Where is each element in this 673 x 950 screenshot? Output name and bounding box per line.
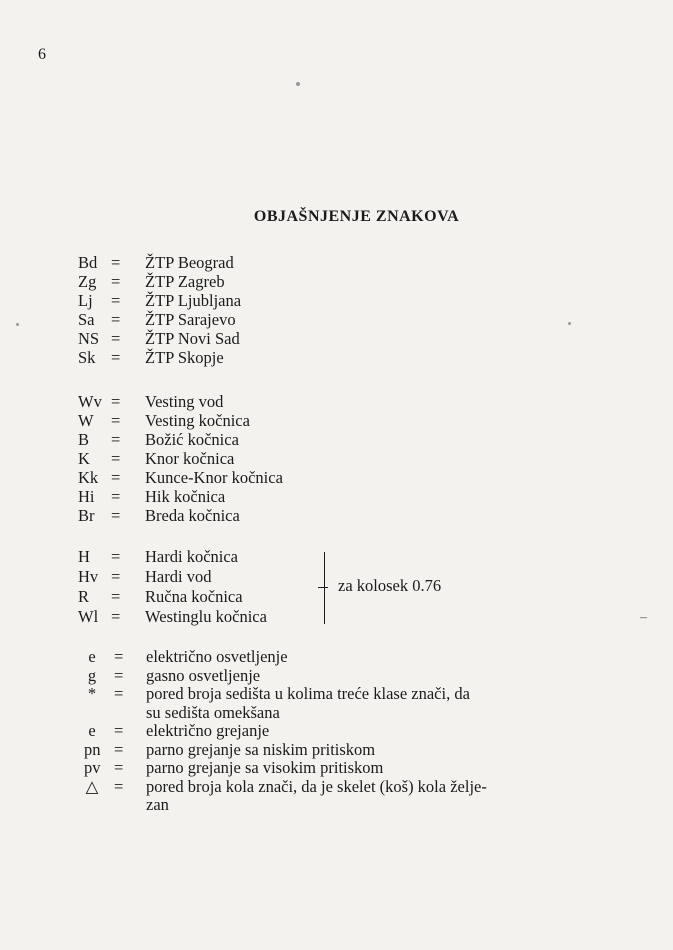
legend-description: pored broja sedišta u kolima treće klase znači, da bbox=[146, 684, 470, 703]
legend-description: Božić kočnica bbox=[145, 430, 239, 449]
legend-equals-sign: = bbox=[111, 587, 121, 606]
legend-description: Kunce-Knor kočnica bbox=[145, 468, 283, 487]
legend-description: zan bbox=[146, 795, 169, 814]
legend-description: Knor kočnica bbox=[145, 449, 235, 468]
legend-abbreviation: H bbox=[78, 547, 90, 566]
legend-equals-sign: = bbox=[111, 392, 121, 411]
legend-description: parno grejanje sa visokim pritiskom bbox=[146, 758, 384, 777]
legend-equals-sign: = bbox=[111, 291, 121, 310]
print-speck bbox=[568, 322, 571, 325]
legend-description: ŽTP Skopje bbox=[145, 348, 224, 367]
legend-equals-sign: = bbox=[114, 721, 124, 740]
legend-abbreviation: Kk bbox=[78, 468, 99, 487]
legend-description: Ručna kočnica bbox=[145, 587, 243, 606]
legend-abbreviation: △ bbox=[85, 776, 99, 796]
legend-abbreviation: pv bbox=[84, 758, 101, 777]
legend-abbreviation: Wv bbox=[78, 392, 102, 411]
page-title: OBJAŠNJENJE ZNAKOVA bbox=[253, 208, 460, 225]
legend-abbreviation: Hv bbox=[78, 567, 99, 586]
legend-equals-sign: = bbox=[111, 348, 121, 367]
legend-abbreviation: Lj bbox=[78, 291, 93, 310]
legend-abbreviation: NS bbox=[78, 329, 100, 348]
legend-equals-sign: = bbox=[114, 758, 124, 777]
legend-equals-sign: = bbox=[111, 310, 121, 329]
legend-description: ŽTP Ljubljana bbox=[145, 291, 242, 310]
legend-description: Hardi kočnica bbox=[145, 547, 238, 566]
legend-abbreviation: * bbox=[87, 684, 97, 703]
legend-equals-sign: = bbox=[111, 487, 121, 506]
legend-description: Hardi vod bbox=[145, 567, 212, 586]
legend-description: ŽTP Beograd bbox=[145, 253, 234, 272]
legend-equals-sign: = bbox=[111, 411, 121, 430]
legend-equals-sign: = bbox=[111, 468, 121, 487]
legend-equals-sign: = bbox=[114, 665, 124, 685]
legend-description: Westinglu kočnica bbox=[145, 607, 267, 626]
legend-equals-sign: = bbox=[114, 684, 124, 703]
legend-equals-sign: = bbox=[111, 449, 121, 468]
legend-equals-sign: = bbox=[111, 272, 121, 291]
legend-abbreviation: Hi bbox=[78, 487, 95, 506]
legend-description: pored broja kola znači, da je skelet (koš) kola želje- bbox=[146, 776, 487, 796]
legend-abbreviation: Wl bbox=[78, 607, 99, 626]
legend-equals-sign: = bbox=[111, 547, 121, 566]
legend-abbreviation: Sa bbox=[78, 310, 95, 329]
legend-abbreviation: K bbox=[78, 449, 90, 468]
legend-equals-sign: = bbox=[111, 430, 121, 449]
legend-description: Vesting kočnica bbox=[145, 411, 250, 430]
legend-abbreviation: pn bbox=[84, 739, 101, 759]
legend-abbreviation: g bbox=[87, 665, 97, 685]
legend-description: električno osvetljenje bbox=[146, 647, 288, 666]
brace-tip bbox=[318, 587, 328, 588]
legend-equals-sign: = bbox=[114, 739, 124, 759]
legend-abbreviation: e bbox=[88, 647, 96, 666]
legend-description: ŽTP Zagreb bbox=[145, 272, 225, 291]
legend-description: parno grejanje sa niskim pritiskom bbox=[146, 739, 376, 759]
legend-abbreviation: Br bbox=[78, 506, 95, 525]
narrow-gauge-note: za kolosek 0.76 bbox=[338, 576, 442, 595]
legend-abbreviation: Zg bbox=[78, 272, 97, 291]
legend-abbreviation: Sk bbox=[78, 348, 96, 367]
legend-equals-sign: = bbox=[111, 567, 121, 586]
legend-equals-sign: = bbox=[111, 607, 121, 626]
legend-abbreviation: W bbox=[78, 411, 94, 430]
legend-description: Hik kočnica bbox=[145, 487, 226, 506]
legend-abbreviation: e bbox=[88, 721, 96, 740]
legend-description: električno grejanje bbox=[146, 721, 270, 740]
print-speck bbox=[296, 82, 300, 86]
legend-description: Vesting vod bbox=[145, 392, 224, 411]
legend-equals-sign: = bbox=[114, 776, 124, 796]
legend-description: ŽTP Sarajevo bbox=[145, 310, 236, 329]
legend-equals-sign: = bbox=[111, 253, 121, 272]
page-number: 6 bbox=[38, 46, 46, 63]
legend-equals-sign: = bbox=[111, 506, 121, 525]
print-speck bbox=[16, 323, 19, 326]
legend-abbreviation: Bd bbox=[78, 253, 98, 272]
legend-description: Breda kočnica bbox=[145, 506, 240, 525]
legend-abbreviation: B bbox=[78, 430, 90, 449]
brace bbox=[318, 552, 325, 624]
legend-equals-sign: = bbox=[111, 329, 121, 348]
stray-mark: – bbox=[640, 610, 647, 625]
legend-description: gasno osvetljenje bbox=[146, 665, 261, 685]
legend-equals-sign: = bbox=[114, 647, 124, 666]
legend-description: su sedišta omekšana bbox=[146, 702, 280, 722]
legend-abbreviation: R bbox=[78, 587, 90, 606]
legend-description: ŽTP Novi Sad bbox=[145, 329, 240, 348]
